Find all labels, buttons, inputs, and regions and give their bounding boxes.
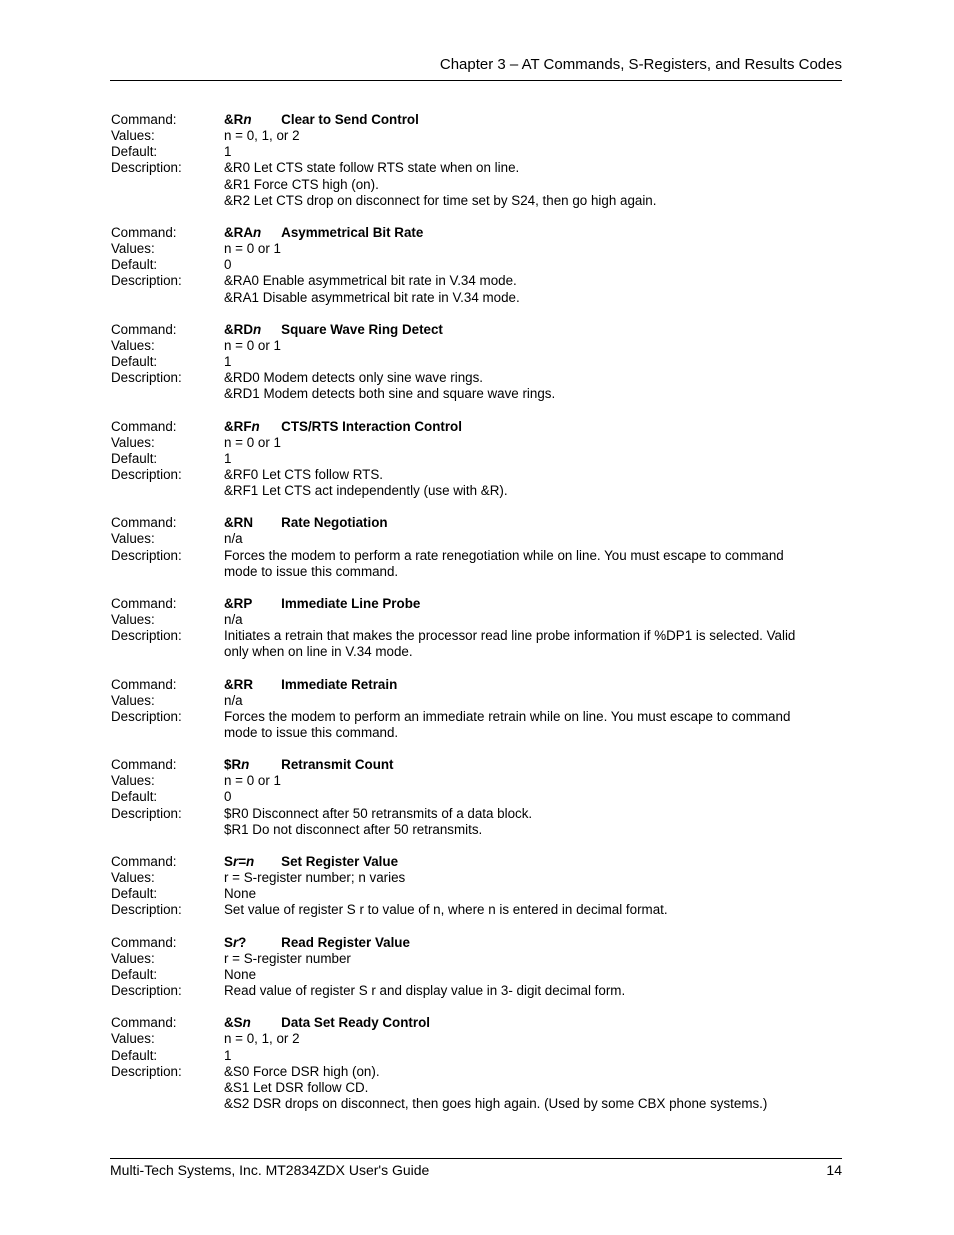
command-prefix: &RF [224,418,252,434]
command-heading [224,1015,846,1031]
description-line: Set value of register S r to value of n, where n is entered in decimal format. [224,902,668,918]
command-parameter: n [242,1015,251,1031]
command-heading [224,112,846,128]
command-prefix: &R [224,112,244,127]
command-prefix: S [224,853,233,869]
description-line: $R1 Do not disconnect after 50 retransmits. [224,821,483,837]
values-row [111,338,846,354]
command-name: Read Register Value [281,934,410,950]
command-prefix: &RP [224,595,253,611]
command-prefix: S [224,934,233,950]
description-line: $R0 Disconnect after 50 retransmits of a data block. [224,805,533,821]
values-text: n/a [224,612,243,628]
command-row-label: Command: [111,853,177,869]
command-name: Asymmetrical Bit Rate [281,224,424,240]
default-text: None [224,886,257,902]
default-row [111,967,846,983]
description-text [224,1064,846,1112]
command-heading [224,515,846,531]
values-row-label: Values: [111,612,155,628]
description-row [111,1064,846,1112]
values-text: n = 0 or 1 [224,337,281,353]
command-block [111,419,846,500]
command-row [111,515,846,531]
command-name: Square Wave Ring Detect [281,321,443,337]
page-header [110,54,842,81]
values-row [111,241,846,257]
values-text: n/a [224,692,243,708]
command-code [224,596,270,612]
command-code [224,935,270,951]
values-text: n = 0, 1, or 2 [224,1031,300,1047]
values-row [111,951,846,967]
command-code [224,225,270,241]
description-line: &S2 DSR drops on disconnect, then goes high again. (Used by some CBX phone systems.) [224,1095,768,1111]
description-row [111,902,846,918]
command-prefix: $R [224,757,242,773]
command-block [111,854,846,919]
description-row [111,806,846,838]
command-block [111,225,846,306]
description-line: &RD1 Modem detects both sine and square wave rings. [224,386,556,402]
description-text [224,548,846,580]
description-line: mode to issue this command. [224,725,399,740]
description-row-label: Description: [111,160,182,176]
command-row [111,322,846,338]
command-heading [224,419,846,435]
values-row-label: Values: [111,870,155,886]
command-code [224,854,270,870]
values-row [111,612,846,628]
values-row [111,435,846,451]
description-row-label: Description: [111,273,182,289]
values-text: n = 0, 1, or 2 [224,128,300,144]
default-row-label: Default: [111,144,158,160]
values-text: n = 0 or 1 [224,434,281,450]
default-row-label: Default: [111,257,158,273]
description-row-label: Description: [111,902,182,918]
values-row-label: Values: [111,1031,155,1047]
command-block [111,322,846,403]
command-row [111,112,846,128]
command-row-label: Command: [111,1015,177,1031]
command-block [111,112,846,209]
description-row [111,983,846,999]
command-heading [224,596,846,612]
values-row [111,870,846,886]
page-footer [110,1158,842,1178]
description-row [111,709,846,741]
default-text: 0 [224,789,232,805]
default-row-label: Default: [111,886,158,902]
command-name: Set Register Value [281,853,399,869]
command-block [111,596,846,661]
command-row [111,419,846,435]
values-row [111,128,846,144]
default-text: 0 [224,257,232,273]
default-row-label: Default: [111,354,158,370]
command-name: Rate Negotiation [281,515,388,531]
description-text [224,160,846,208]
values-text: n = 0 or 1 [224,241,281,257]
description-row-label: Description: [111,547,182,563]
description-text [224,902,846,918]
command-parameter: n [251,418,260,434]
command-row [111,757,846,773]
command-row [111,935,846,951]
description-line: Initiates a retrain that makes the processor read line probe information if %DP1 is selected. Valid [224,628,796,644]
command-suffix: ? [238,934,247,950]
command-row [111,854,846,870]
values-row-label: Values: [111,434,155,450]
command-prefix: &RN [224,515,254,531]
default-text: 1 [224,144,232,160]
values-row-label: Values: [111,128,155,144]
command-parameter: n [253,321,262,337]
command-parameter: n [241,757,250,773]
default-text: 1 [224,1047,232,1063]
description-row [111,628,846,660]
values-row-label: Values: [111,337,155,353]
default-row-label: Default: [111,789,158,805]
values-row-label: Values: [111,773,155,789]
command-prefix: &RR [224,676,254,692]
command-heading [224,677,846,693]
command-row-label: Command: [111,112,177,127]
default-row [111,886,846,902]
command-name: Immediate Line Probe [281,595,421,611]
description-line: &R0 Let CTS state follow RTS state when on line. [224,160,520,176]
command-code [224,1015,270,1031]
values-text: n = 0 or 1 [224,773,281,789]
description-row-label: Description: [111,805,182,821]
default-row-label: Default: [111,966,158,982]
values-row-label: Values: [111,531,155,547]
command-row-label: Command: [111,934,177,950]
command-list [111,112,846,1128]
description-row [111,273,846,305]
description-text [224,370,846,402]
values-text: n/a [224,531,243,547]
command-code [224,419,270,435]
command-heading [224,322,846,338]
command-code [224,515,270,531]
command-heading [224,757,846,773]
values-row-label: Values: [111,241,155,257]
default-text: 1 [224,354,232,370]
values-text: r = S-register number [224,950,351,966]
command-row [111,677,846,693]
command-row-label: Command: [111,757,177,773]
page-number: 14 [826,1162,842,1178]
default-row [111,354,846,370]
command-code [224,112,270,128]
description-line: Forces the modem to perform an immediate retrain while on line. You must escape to command [224,708,791,724]
description-line: Read value of register S r and display value in 3- digit decimal form. [224,983,626,999]
description-text [224,709,846,741]
command-parameter: n [253,224,262,240]
default-row [111,451,846,467]
default-row [111,789,846,805]
default-row-label: Default: [111,450,158,466]
description-row-label: Description: [111,628,182,644]
default-row [111,1048,846,1064]
description-line: &RA1 Disable asymmetrical bit rate in V.34 mode. [224,289,520,305]
command-block [111,1015,846,1112]
command-block [111,935,846,1000]
description-row [111,160,846,208]
description-row [111,370,846,402]
command-heading [224,225,846,241]
command-block [111,515,846,580]
default-row [111,144,846,160]
command-heading [224,854,846,870]
command-parameter: n [243,112,252,127]
command-prefix: &RA [224,224,254,240]
values-row [111,693,846,709]
description-line: Forces the modem to perform a rate renegotiation while on line. You must escape to command [224,547,784,563]
description-row-label: Description: [111,370,182,386]
chapter-title: Chapter 3 – AT Commands, S-Registers, and Results Codes [439,56,842,73]
command-name: CTS/RTS Interaction Control [281,418,462,434]
description-row-label: Description: [111,1063,182,1079]
description-line: &RF0 Let CTS follow RTS. [224,466,384,482]
command-row-label: Command: [111,595,177,611]
values-row [111,531,846,547]
description-text [224,467,846,499]
description-line: &RD0 Modem detects only sine wave rings. [224,370,483,386]
command-code [224,677,270,693]
default-text: None [224,966,257,982]
description-text [224,628,846,660]
command-prefix: &S [224,1015,243,1031]
description-line: &R2 Let CTS drop on disconnect for time set by S24, then go high again. [224,192,657,208]
description-line: &RA0 Enable asymmetrical bit rate in V.34 mode. [224,273,517,289]
description-row [111,467,846,499]
description-line: &S1 Let DSR follow CD. [224,1079,369,1095]
command-row-label: Command: [111,676,177,692]
command-parameter: r [232,934,239,950]
description-row-label: Description: [111,708,182,724]
command-row [111,1015,846,1031]
command-heading [224,935,846,951]
command-parameter: r=n [232,853,255,869]
description-row-label: Description: [111,983,182,999]
description-text [224,273,846,305]
command-row-label: Command: [111,321,177,337]
values-row [111,1031,846,1047]
command-block [111,757,846,838]
command-code [224,757,270,773]
command-name: Data Set Ready Control [281,1015,430,1031]
command-block [111,677,846,742]
command-row [111,225,846,241]
default-row-label: Default: [111,1047,158,1063]
command-row-label: Command: [111,515,177,531]
description-line: only when on line in V.34 mode. [224,644,413,660]
default-text: 1 [224,450,232,466]
command-name: Immediate Retrain [281,676,398,692]
description-row-label: Description: [111,466,182,482]
description-text [224,983,846,999]
command-prefix: &RD [224,321,254,337]
values-row-label: Values: [111,692,155,708]
values-text: r = S-register number; n varies [224,870,406,886]
description-line: mode to issue this command. [224,563,399,579]
description-row [111,548,846,580]
values-row-label: Values: [111,950,155,966]
default-row [111,257,846,273]
description-text [224,806,846,838]
command-name: Clear to Send Control [281,112,419,127]
description-line: &S0 Force DSR high (on). [224,1063,380,1079]
description-line: &R1 Force CTS high (on). [224,176,379,192]
description-line: &RF1 Let CTS act independently (use with &R). [224,483,508,499]
footer-title: Multi-Tech Systems, Inc. MT2834ZDX User's Guide [110,1162,430,1178]
command-row-label: Command: [111,418,177,434]
command-code [224,322,270,338]
command-row-label: Command: [111,224,177,240]
values-row [111,773,846,789]
command-row [111,596,846,612]
command-name: Retransmit Count [281,757,394,773]
